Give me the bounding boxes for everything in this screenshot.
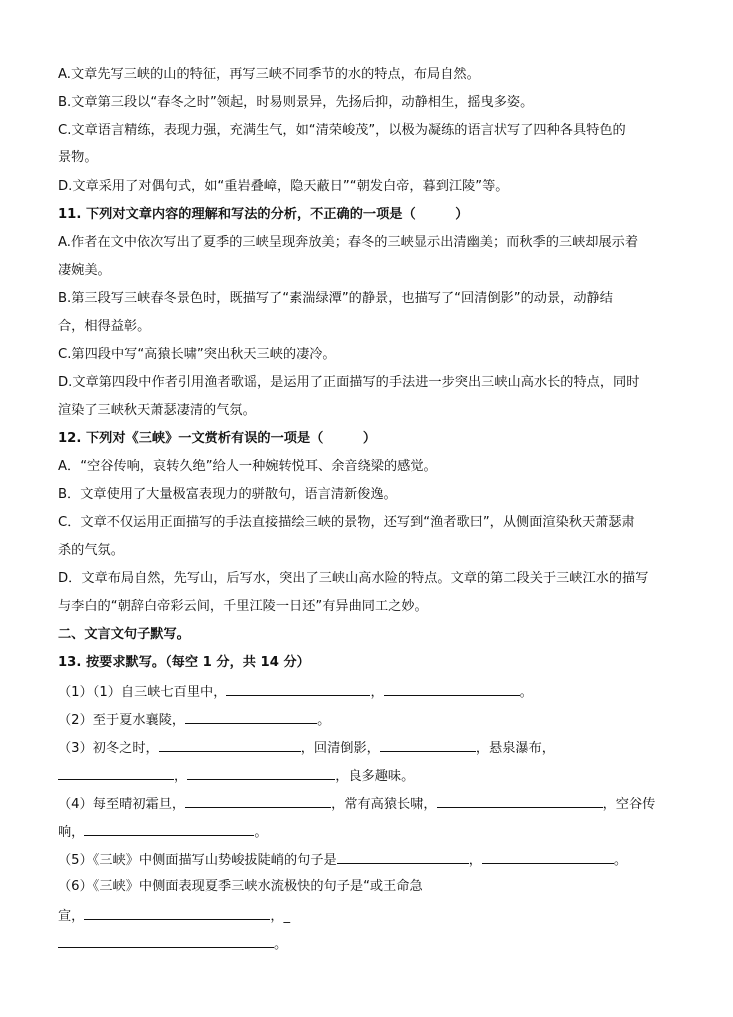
q12-stem: 12. 下列对《三峡》一文赏析有误的一项是（ ）: [58, 431, 377, 446]
blank[interactable]: [84, 822, 254, 836]
q13-item-6-line2: 宣， ，_: [58, 906, 290, 926]
q13-item-5-prompt: （5）《三峡》中侧面描写山势峻拔陡峭的句子是: [58, 853, 337, 868]
q13-stem: 13. 按要求默写。（每空 1 分，共 14 分）: [58, 655, 310, 670]
blank[interactable]: [159, 738, 301, 752]
blank[interactable]: [384, 682, 520, 696]
q13-item-2-prompt: （2）至于夏水襄陵，: [58, 713, 186, 728]
q11-option-d-line1: D.文章第四段中作者引用渔者歌谣，是运用了正面描写的手法进一步突出三峡山高水长的特点，同时: [58, 375, 640, 390]
blank[interactable]: [437, 794, 603, 808]
q13-item-3-prompt: （3）初冬之时，: [58, 741, 159, 756]
blank[interactable]: [380, 738, 476, 752]
blank[interactable]: [337, 850, 469, 864]
q11-option-b-line2: 合，相得益彰。: [58, 319, 151, 334]
q13-item-2: （2）至于夏水襄陵， 。: [58, 710, 330, 730]
q11-option-d-line2: 渲染了三峡秋天萧瑟凄清的气氛。: [58, 403, 256, 418]
q13-item-3-line2: ， ，良多趣味。: [58, 766, 414, 786]
q10-option-c-line2: 景物。: [58, 150, 98, 165]
q11-stem: 11. 下列对文章内容的理解和写法的分析，不正确的一项是（ ）: [58, 207, 469, 222]
q13-item-6-prompt: （6）《三峡》中侧面表现夏季三峡水流极快的句子是“或王命急: [58, 879, 423, 894]
q12-option-a: A．“空谷传响，哀转久绝”给人一种婉转悦耳、余音绕梁的感觉。: [58, 459, 437, 474]
q11-option-a-line1: A.作者在文中依次写出了夏季的三峡呈现奔放美；春冬的三峡显示出清幽美；而秋季的三峡却展示着: [58, 235, 639, 250]
q12-option-d-line2: 与李白的“朝辞白帝彩云间，千里江陵一日还”有异曲同工之妙。: [58, 599, 428, 614]
q10-option-b: B.文章第三段以“春冬之时”领起，时易则景异，先扬后抑，动静相生，摇曳多姿。: [58, 95, 534, 110]
q10-option-c-line1: C.文章语言精练，表现力强，充满生气，如“清荣峻茂”，以极为凝练的语言状写了四种各具特色的: [58, 123, 626, 138]
blank[interactable]: [58, 766, 174, 780]
q13-item-1-prompt: （1）（1）自三峡七百里中，: [58, 685, 227, 700]
q12-option-c-line2: 杀的气氛。: [58, 543, 124, 558]
blank[interactable]: [84, 906, 270, 920]
section-title: 二、文言文句子默写。: [58, 627, 190, 642]
q13-item-6-line3: 。: [58, 934, 287, 954]
q12-option-b: B．文章使用了大量极富表现力的骈散句，语言清新俊逸。: [58, 487, 397, 502]
q13-item-4-line1: （4）每至晴初霜旦， ，常有高猿长啸， ，空谷传: [58, 794, 655, 814]
q13-item-4-prompt: （4）每至晴初霜旦，: [58, 797, 186, 812]
blank[interactable]: [482, 850, 614, 864]
q12-option-d-line1: D．文章布局自然，先写山，后写水，突出了三峡山高水险的特点。文章的第二段关于三峡江水的描写: [58, 571, 649, 586]
q13-item-4-line2: 响， 。: [58, 822, 268, 842]
blank[interactable]: [226, 682, 370, 696]
blank[interactable]: [185, 794, 331, 808]
q10-option-a: A.文章先写三峡的山的特征，再写三峡不同季节的水的特点，布局自然。: [58, 67, 480, 82]
q13-item-5: （5）《三峡》中侧面描写山势峻拔陡峭的句子是 ， 。: [58, 850, 627, 870]
q13-item-6-line1: [58, 878, 423, 896]
blank[interactable]: [187, 766, 335, 780]
q13-item-3-line1: （3）初冬之时， ，回清倒影， ，悬泉瀑布，: [58, 738, 555, 758]
q11-option-c: C.第四段中写“高猿长啸”突出秋天三峡的凄冷。: [58, 347, 336, 362]
q10-option-d: D.文章采用了对偶句式，如“重岩叠嶂，隐天蔽日”“朝发白帝，暮到江陵”等。: [58, 179, 509, 194]
q12-option-c-line1: C．文章不仅运用正面描写的手法直接描绘三峡的景物，还写到“渔者歌曰”，从侧面渲染秋天萧瑟肃: [58, 515, 635, 530]
q11-option-b-line1: B.第三段写三峡春冬景色时，既描写了“素湍绿潭”的静景，也描写了“回清倒影”的动景，动静结: [58, 291, 613, 306]
blank[interactable]: [58, 934, 274, 948]
q11-option-a-line2: 凄婉美。: [58, 263, 111, 278]
blank[interactable]: [185, 710, 317, 724]
q13-item-1: （1）（1）自三峡七百里中， ， 。: [58, 682, 533, 702]
